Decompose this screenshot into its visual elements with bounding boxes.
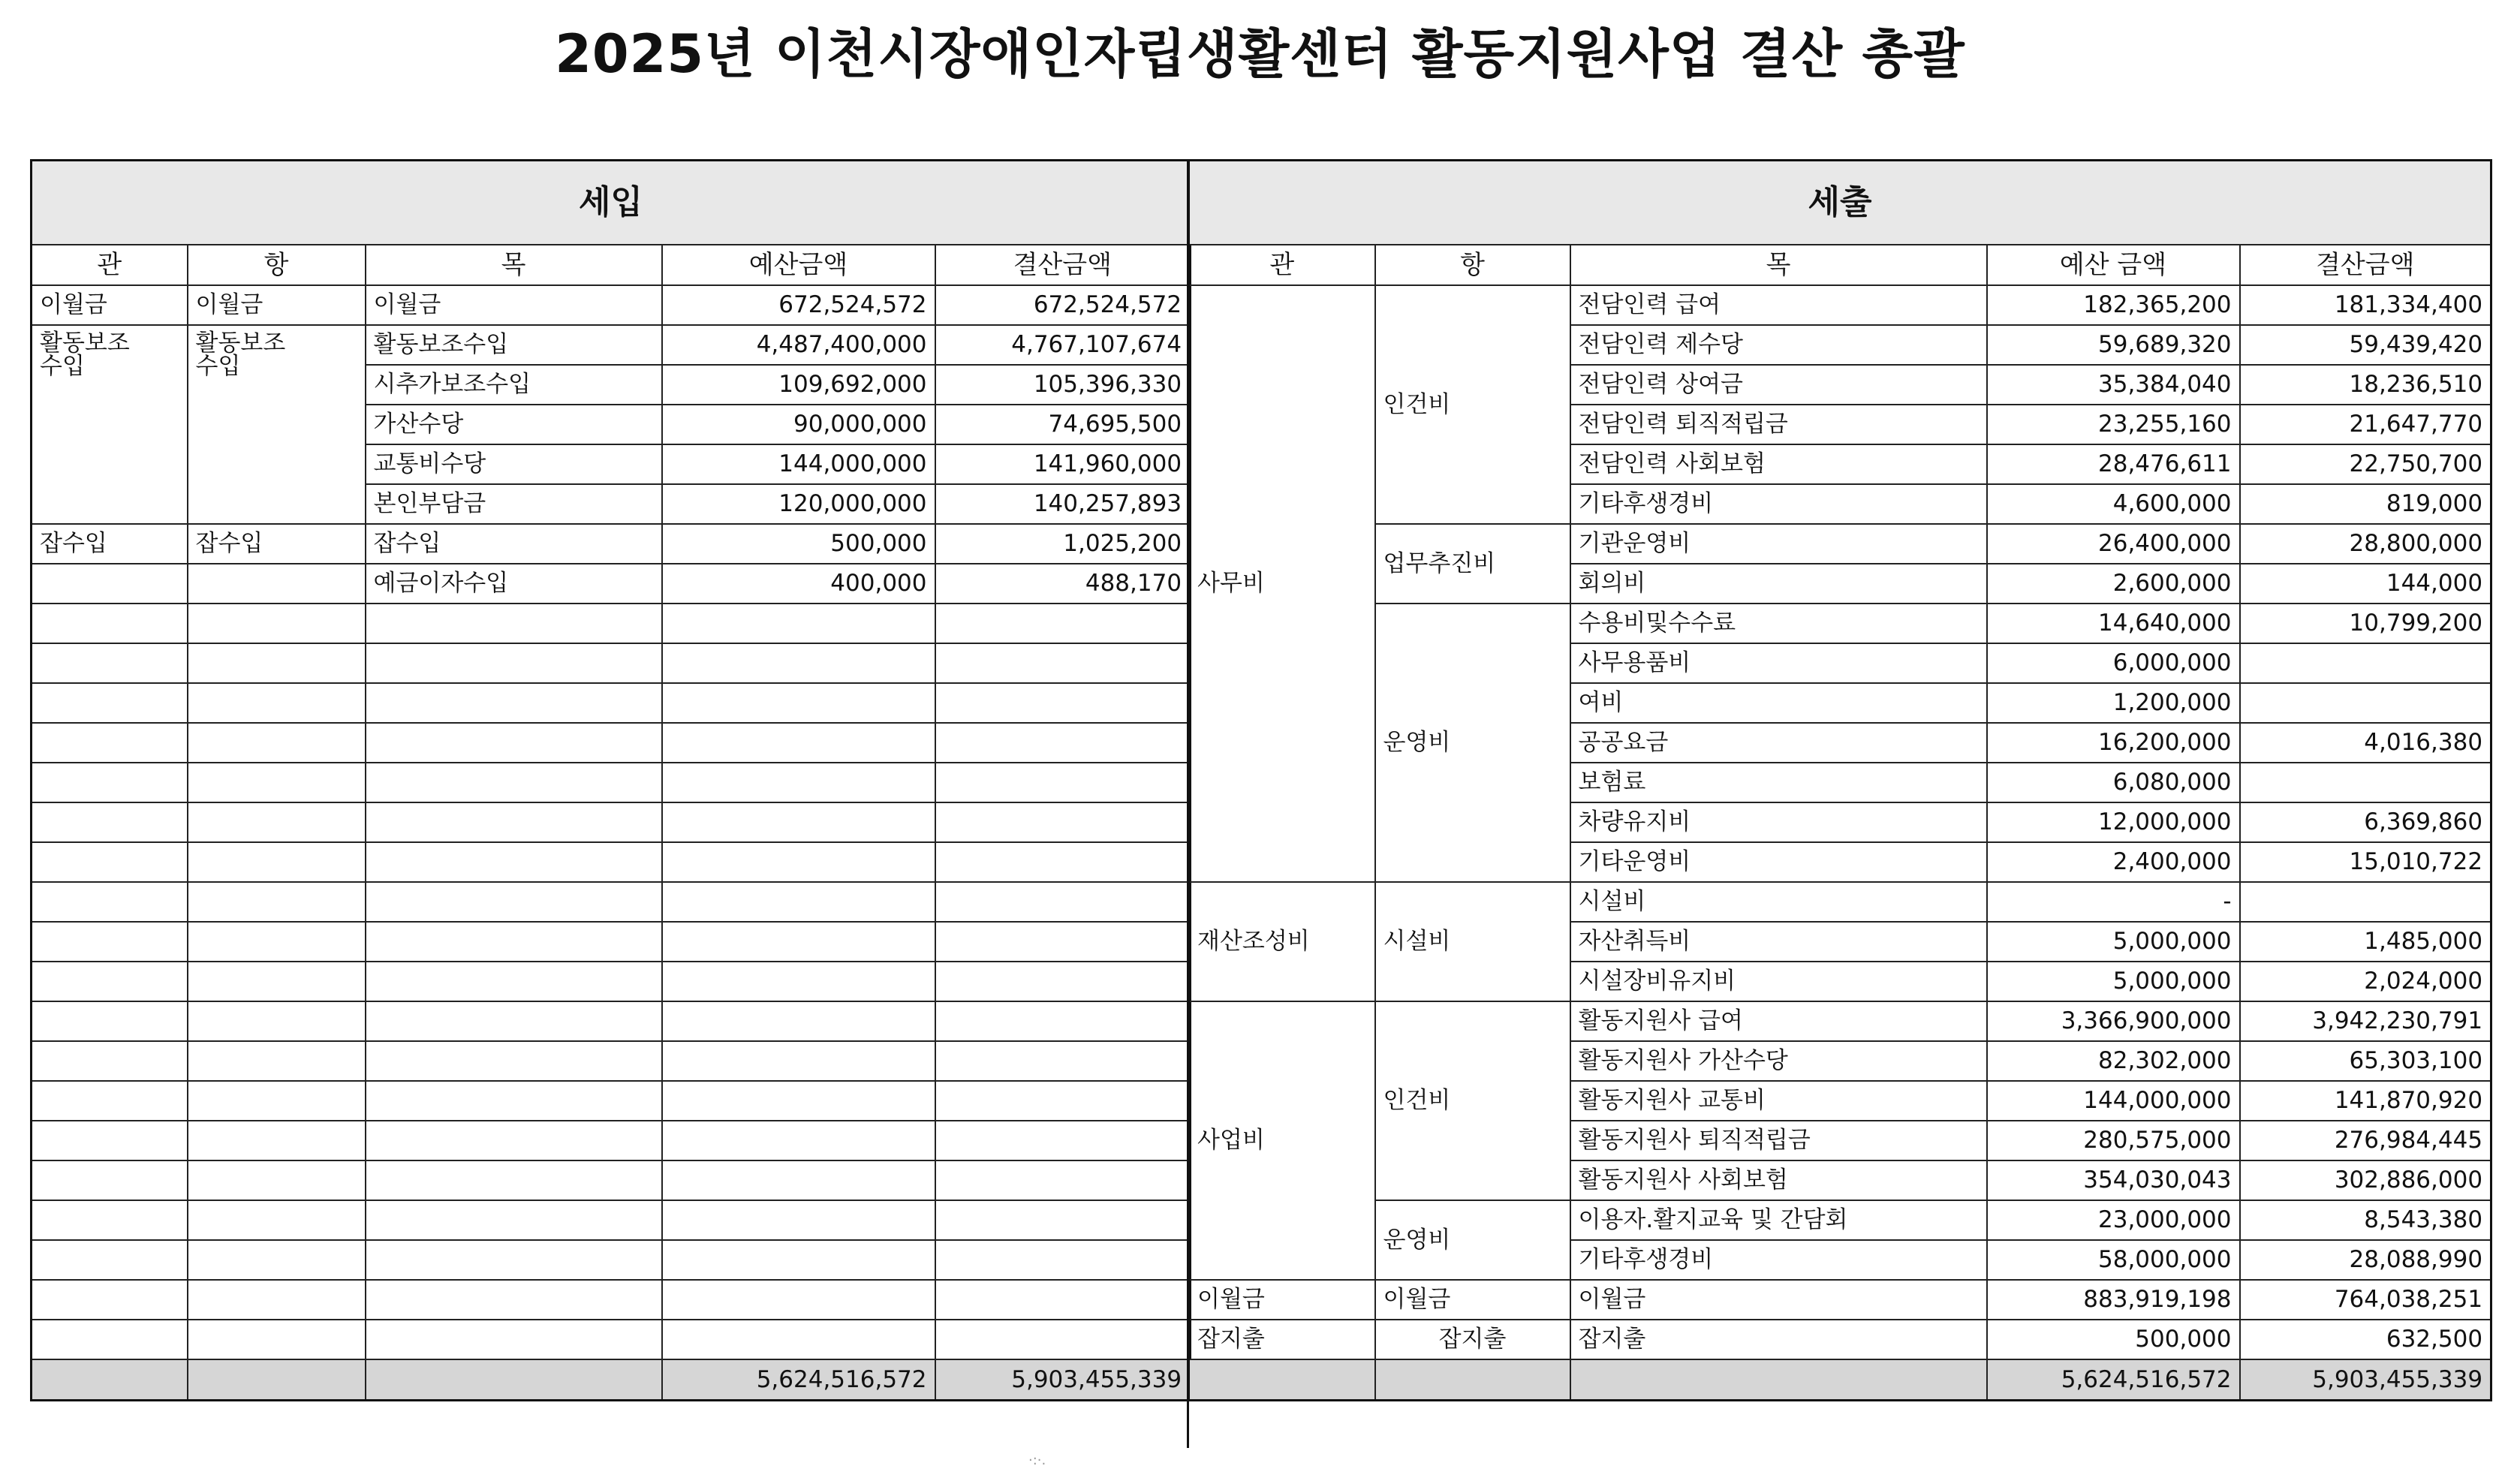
empty-cell (662, 1160, 935, 1200)
empty-cell (366, 1041, 662, 1081)
empty-cell (662, 643, 935, 683)
expenditure-hang: 시설비 (1375, 882, 1570, 1001)
empty-cell (188, 1001, 366, 1041)
expenditure-mok: 기타운영비 (1570, 842, 1987, 882)
revenue-row (32, 524, 1191, 564)
empty-cell (32, 1121, 188, 1160)
empty-cell (662, 683, 935, 723)
expenditure-settled: 65,303,100 (2240, 1041, 2491, 1081)
total-cell (1189, 1359, 1375, 1401)
empty-cell (188, 683, 366, 723)
page-title: 2025년 이천시장애인자립생활센터 활동지원사업 결산 총괄 (555, 23, 1965, 85)
expenditure-row (1189, 285, 2491, 325)
expenditure-mok: 활동지원사 급여 (1570, 1001, 1987, 1041)
empty-cell (188, 1041, 366, 1081)
total-cell (32, 1359, 188, 1401)
expenditure-row (1189, 1200, 2491, 1240)
revenue-gwan: 활동보조 수입 (32, 325, 188, 524)
empty-row (32, 1280, 1191, 1320)
empty-cell (188, 1121, 366, 1160)
total-cell (188, 1359, 366, 1401)
empty-cell (366, 842, 662, 882)
empty-row (32, 1001, 1191, 1041)
revenue-row (32, 285, 1191, 325)
empty-row (32, 1160, 1191, 1200)
expenditure-mok: 사무용품비 (1570, 643, 1987, 683)
revenue-mok: 활동보조수입 (366, 325, 662, 365)
empty-row (32, 1320, 1191, 1359)
revenue-mok: 시추가보조수입 (366, 365, 662, 405)
empty-cell (662, 1041, 935, 1081)
expenditure-hang: 이월금 (1375, 1280, 1570, 1320)
column-header: 목 (1570, 245, 1987, 285)
expenditure-hang: 인건비 (1375, 285, 1570, 524)
column-header: 예산 금액 (1987, 245, 2240, 285)
total-budget: 5,624,516,572 (662, 1359, 935, 1401)
expenditure-settled: 28,088,990 (2240, 1240, 2491, 1280)
revenue-mok: 가산수당 (366, 405, 662, 444)
revenue-gwan: 잡수입 (32, 524, 188, 564)
empty-cell (935, 1320, 1191, 1359)
revenue-table (30, 159, 1191, 1401)
empty-cell (935, 1041, 1191, 1081)
expenditure-settled: 1,485,000 (2240, 922, 2491, 962)
expenditure-budget: 82,302,000 (1987, 1041, 2240, 1081)
empty-cell (935, 604, 1191, 643)
empty-cell (935, 643, 1191, 683)
total-cell (1375, 1359, 1570, 1401)
empty-cell (188, 723, 366, 763)
expenditure-row (1189, 524, 2491, 564)
empty-cell (935, 683, 1191, 723)
revenue-mok: 본인부담금 (366, 484, 662, 524)
column-header: 목 (366, 245, 662, 285)
expenditure-mok: 활동지원사 교통비 (1570, 1081, 1987, 1121)
expenditure-budget: 883,919,198 (1987, 1280, 2240, 1320)
expenditure-budget: 58,000,000 (1987, 1240, 2240, 1280)
column-header: 항 (188, 245, 366, 285)
expenditure-gwan: 이월금 (1189, 1280, 1375, 1320)
empty-cell (935, 1001, 1191, 1041)
expenditure-budget: 500,000 (1987, 1320, 2240, 1359)
expenditure-mok: 차량유지비 (1570, 802, 1987, 842)
revenue-settled: 672,524,572 (935, 285, 1191, 325)
empty-cell (366, 643, 662, 683)
expenditure-budget: 182,365,200 (1987, 285, 2240, 325)
total-settled: 5,903,455,339 (935, 1359, 1191, 1401)
scan-smudge: ·:·. (1028, 1452, 1046, 1468)
empty-cell (935, 962, 1191, 1001)
expenditure-budget: 3,366,900,000 (1987, 1001, 2240, 1041)
column-header: 항 (1375, 245, 1570, 285)
revenue-gwan (32, 564, 188, 604)
empty-cell (662, 1320, 935, 1359)
empty-cell (188, 1280, 366, 1320)
expenditure-settled: 181,334,400 (2240, 285, 2491, 325)
expenditure-mok: 활동지원사 가산수당 (1570, 1041, 1987, 1081)
expenditure-settled: 2,024,000 (2240, 962, 2491, 1001)
revenue-settled: 140,257,893 (935, 484, 1191, 524)
expenditure-settled: 141,870,920 (2240, 1081, 2491, 1121)
expenditure-settled: 276,984,445 (2240, 1121, 2491, 1160)
empty-cell (935, 723, 1191, 763)
expenditure-budget: 23,000,000 (1987, 1200, 2240, 1240)
expenditure-mok: 전담인력 급여 (1570, 285, 1987, 325)
empty-cell (32, 763, 188, 802)
total-settled: 5,903,455,339 (2240, 1359, 2491, 1401)
empty-cell (935, 842, 1191, 882)
empty-cell (366, 683, 662, 723)
empty-cell (188, 922, 366, 962)
column-header-row (32, 245, 1191, 285)
expenditure-mok: 시설장비유지비 (1570, 962, 1987, 1001)
revenue-budget: 120,000,000 (662, 484, 935, 524)
expenditure-settled: 4,016,380 (2240, 723, 2491, 763)
empty-row (32, 1041, 1191, 1081)
revenue-mok: 이월금 (366, 285, 662, 325)
empty-cell (935, 1200, 1191, 1240)
empty-row (32, 643, 1191, 683)
empty-cell (935, 763, 1191, 802)
empty-cell (188, 1320, 366, 1359)
expenditure-gwan: 사업비 (1189, 1001, 1375, 1280)
empty-cell (662, 1240, 935, 1280)
empty-cell (32, 1240, 188, 1280)
expenditure-budget: 26,400,000 (1987, 524, 2240, 564)
revenue-row (32, 564, 1191, 604)
expenditure-settled: 8,543,380 (2240, 1200, 2491, 1240)
expenditure-budget: 16,200,000 (1987, 723, 2240, 763)
revenue-settled: 105,396,330 (935, 365, 1191, 405)
empty-cell (32, 962, 188, 1001)
empty-row (32, 922, 1191, 962)
expenditure-hang: 업무추진비 (1375, 524, 1570, 604)
expenditure-mok: 기타후생경비 (1570, 1240, 1987, 1280)
empty-cell (935, 1240, 1191, 1280)
revenue-mok: 교통비수당 (366, 444, 662, 484)
revenue-hang (188, 564, 366, 604)
empty-cell (366, 1081, 662, 1121)
expenditure-settled: 632,500 (2240, 1320, 2491, 1359)
empty-cell (366, 1001, 662, 1041)
empty-cell (662, 922, 935, 962)
empty-cell (935, 1121, 1191, 1160)
empty-row (32, 1200, 1191, 1240)
expenditure-budget: 6,000,000 (1987, 643, 2240, 683)
revenue-hang: 잡수입 (188, 524, 366, 564)
expenditure-settled: 6,369,860 (2240, 802, 2491, 842)
empty-cell (32, 723, 188, 763)
section-header-row (1189, 161, 2491, 245)
empty-cell (188, 882, 366, 922)
empty-cell (662, 962, 935, 1001)
section-header-row (32, 161, 1191, 245)
empty-cell (32, 1280, 188, 1320)
revenue-settled: 74,695,500 (935, 405, 1191, 444)
expenditure-mok: 전담인력 제수당 (1570, 325, 1987, 365)
empty-cell (32, 1001, 188, 1041)
expenditure-budget: 5,000,000 (1987, 962, 2240, 1001)
expenditure-mok: 활동지원사 사회보험 (1570, 1160, 1987, 1200)
expenditure-row (1189, 604, 2491, 643)
expenditure-mok: 회의비 (1570, 564, 1987, 604)
empty-cell (935, 1081, 1191, 1121)
empty-cell (366, 763, 662, 802)
empty-row (32, 1081, 1191, 1121)
empty-cell (188, 1160, 366, 1200)
empty-cell (188, 1240, 366, 1280)
expenditure-budget: 4,600,000 (1987, 484, 2240, 524)
empty-cell (188, 1200, 366, 1240)
expenditure-settled: 28,800,000 (2240, 524, 2491, 564)
expenditure-settled: 10,799,200 (2240, 604, 2491, 643)
expenditure-budget: 2,600,000 (1987, 564, 2240, 604)
empty-cell (935, 1280, 1191, 1320)
empty-cell (32, 922, 188, 962)
empty-cell (662, 1121, 935, 1160)
empty-cell (662, 882, 935, 922)
expenditure-row (1189, 882, 2491, 922)
empty-row (32, 723, 1191, 763)
empty-cell (32, 1200, 188, 1240)
empty-cell (366, 1200, 662, 1240)
expenditure-budget: 59,689,320 (1987, 325, 2240, 365)
empty-cell (366, 962, 662, 1001)
revenue-settled: 4,767,107,674 (935, 325, 1191, 365)
expenditure-mok: 여비 (1570, 683, 1987, 723)
empty-cell (935, 1160, 1191, 1200)
expenditure-budget: 6,080,000 (1987, 763, 2240, 802)
expenditure-settled: 819,000 (2240, 484, 2491, 524)
empty-row (32, 962, 1191, 1001)
column-header: 예산금액 (662, 245, 935, 285)
revenue-budget: 109,692,000 (662, 365, 935, 405)
empty-row (32, 604, 1191, 643)
empty-cell (32, 1320, 188, 1359)
revenue-settled: 1,025,200 (935, 524, 1191, 564)
total-row (32, 1359, 1191, 1401)
column-header: 관 (1189, 245, 1375, 285)
expenditure-settled: 144,000 (2240, 564, 2491, 604)
empty-cell (32, 1160, 188, 1200)
expenditure-budget: 144,000,000 (1987, 1081, 2240, 1121)
revenue-budget: 144,000,000 (662, 444, 935, 484)
expenditure-budget: 12,000,000 (1987, 802, 2240, 842)
expenditure-table (1188, 159, 2492, 1401)
total-budget: 5,624,516,572 (1987, 1359, 2240, 1401)
expenditure-mok: 이월금 (1570, 1280, 1987, 1320)
empty-cell (188, 842, 366, 882)
revenue-hang: 활동보조 수입 (188, 325, 366, 524)
expenditure-hang: 인건비 (1375, 1001, 1570, 1200)
expenditure-budget: 28,476,611 (1987, 444, 2240, 484)
expenditure-hang: 운영비 (1375, 604, 1570, 882)
revenue-budget: 400,000 (662, 564, 935, 604)
revenue-gwan: 이월금 (32, 285, 188, 325)
expenditure-budget: 354,030,043 (1987, 1160, 2240, 1200)
revenue-budget: 672,524,572 (662, 285, 935, 325)
empty-row (32, 763, 1191, 802)
expenditure-budget: 1,200,000 (1987, 683, 2240, 723)
empty-row (32, 802, 1191, 842)
expenditure-budget: 2,400,000 (1987, 842, 2240, 882)
expenditure-mok: 기관운영비 (1570, 524, 1987, 564)
empty-cell (32, 882, 188, 922)
empty-cell (366, 1121, 662, 1160)
expenditure-hang: 잡지출 (1375, 1320, 1570, 1359)
empty-cell (662, 1001, 935, 1041)
empty-cell (662, 802, 935, 842)
revenue-budget: 90,000,000 (662, 405, 935, 444)
expenditure-mok: 전담인력 퇴직적립금 (1570, 405, 1987, 444)
expenditure-mok: 전담인력 사회보험 (1570, 444, 1987, 484)
revenue-settled: 488,170 (935, 564, 1191, 604)
empty-cell (662, 723, 935, 763)
empty-row (32, 842, 1191, 882)
empty-cell (662, 1280, 935, 1320)
expenditure-gwan: 재산조성비 (1189, 882, 1375, 1001)
empty-row (32, 1121, 1191, 1160)
expenditure-settled: 302,886,000 (2240, 1160, 2491, 1200)
expenditure-settled: 764,038,251 (2240, 1280, 2491, 1320)
expenditure-mok: 공공요금 (1570, 723, 1987, 763)
empty-cell (662, 763, 935, 802)
empty-cell (32, 604, 188, 643)
empty-cell (662, 1200, 935, 1240)
column-header: 결산금액 (935, 245, 1191, 285)
empty-cell (366, 802, 662, 842)
total-cell (1570, 1359, 1987, 1401)
empty-cell (366, 1280, 662, 1320)
empty-cell (935, 882, 1191, 922)
empty-cell (32, 802, 188, 842)
expenditure-mok: 보험료 (1570, 763, 1987, 802)
empty-cell (188, 962, 366, 1001)
expenditure-budget: 35,384,040 (1987, 365, 2240, 405)
expenditure-settled: 59,439,420 (2240, 325, 2491, 365)
empty-row (32, 1240, 1191, 1280)
empty-cell (32, 1081, 188, 1121)
revenue-hang: 이월금 (188, 285, 366, 325)
expenditure-settled (2240, 763, 2491, 802)
empty-cell (662, 842, 935, 882)
empty-cell (366, 604, 662, 643)
empty-cell (188, 1081, 366, 1121)
section-divider (1187, 159, 1189, 1448)
empty-cell (188, 763, 366, 802)
empty-cell (366, 922, 662, 962)
empty-cell (32, 842, 188, 882)
empty-row (32, 683, 1191, 723)
expenditure-settled: 22,750,700 (2240, 444, 2491, 484)
empty-cell (366, 723, 662, 763)
empty-cell (188, 802, 366, 842)
expenditure-budget: 280,575,000 (1987, 1121, 2240, 1160)
expenditure-mok: 이용자.활지교육 및 간담회 (1570, 1200, 1987, 1240)
column-header-row (1189, 245, 2491, 285)
expenditure-row (1189, 1280, 2491, 1320)
empty-cell (188, 643, 366, 683)
empty-cell (188, 604, 366, 643)
empty-cell (935, 922, 1191, 962)
expenditure-mok: 기타후생경비 (1570, 484, 1987, 524)
empty-cell (366, 882, 662, 922)
expenditure-budget: - (1987, 882, 2240, 922)
expenditure-row (1189, 1001, 2491, 1041)
revenue-budget: 500,000 (662, 524, 935, 564)
expenditure-settled: 15,010,722 (2240, 842, 2491, 882)
expenditure-budget: 5,000,000 (1987, 922, 2240, 962)
section-title-expenditure: 세출 (1189, 161, 2491, 245)
empty-cell (935, 802, 1191, 842)
expenditure-gwan: 잡지출 (1189, 1320, 1375, 1359)
expenditure-settled (2240, 643, 2491, 683)
expenditure-mok: 전담인력 상여금 (1570, 365, 1987, 405)
expenditure-mok: 활동지원사 퇴직적립금 (1570, 1121, 1987, 1160)
revenue-mok: 잡수입 (366, 524, 662, 564)
empty-cell (366, 1160, 662, 1200)
expenditure-mok: 잡지출 (1570, 1320, 1987, 1359)
empty-cell (366, 1240, 662, 1280)
column-header: 결산금액 (2240, 245, 2491, 285)
empty-cell (662, 1081, 935, 1121)
expenditure-budget: 14,640,000 (1987, 604, 2240, 643)
revenue-row (32, 325, 1191, 365)
total-cell (366, 1359, 662, 1401)
expenditure-mok: 시설비 (1570, 882, 1987, 922)
empty-cell (32, 1041, 188, 1081)
revenue-mok: 예금이자수입 (366, 564, 662, 604)
section-title-revenue: 세입 (32, 161, 1191, 245)
column-header: 관 (32, 245, 188, 285)
expenditure-row (1189, 1320, 2491, 1359)
empty-cell (662, 604, 935, 643)
empty-cell (32, 683, 188, 723)
expenditure-hang: 운영비 (1375, 1200, 1570, 1280)
empty-row (32, 882, 1191, 922)
expenditure-mok: 자산취득비 (1570, 922, 1987, 962)
expenditure-mok: 수용비및수수료 (1570, 604, 1987, 643)
expenditure-settled: 21,647,770 (2240, 405, 2491, 444)
expenditure-settled: 3,942,230,791 (2240, 1001, 2491, 1041)
empty-cell (32, 643, 188, 683)
empty-cell (366, 1320, 662, 1359)
expenditure-settled: 18,236,510 (2240, 365, 2491, 405)
expenditure-settled (2240, 683, 2491, 723)
revenue-settled: 141,960,000 (935, 444, 1191, 484)
expenditure-settled (2240, 882, 2491, 922)
revenue-budget: 4,487,400,000 (662, 325, 935, 365)
expenditure-budget: 23,255,160 (1987, 405, 2240, 444)
expenditure-gwan: 사무비 (1189, 285, 1375, 882)
total-row (1189, 1359, 2491, 1401)
